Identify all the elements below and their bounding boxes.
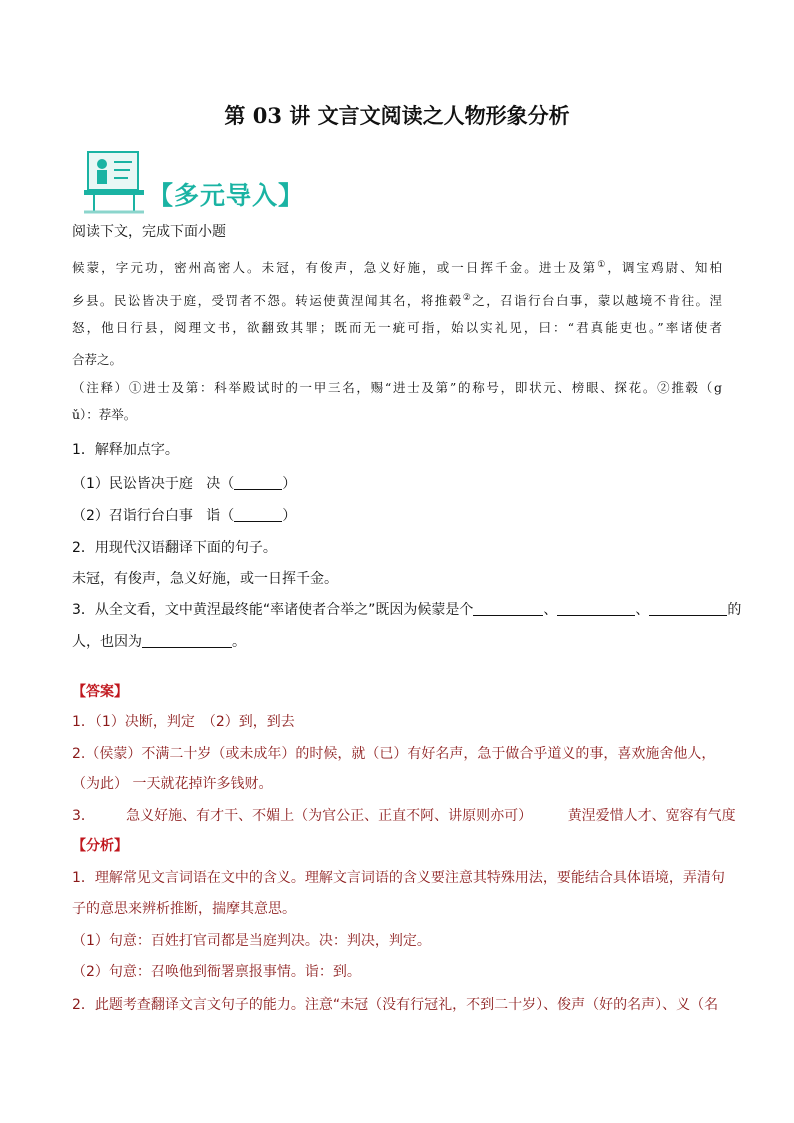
answer-blank[interactable] xyxy=(557,601,635,616)
analysis-line: 子的意思来辨析推断，揣摩其意思。 xyxy=(72,901,296,917)
section-banner-label: 【多元导入】 xyxy=(148,181,305,210)
passage-line: 合荐之。 xyxy=(72,352,123,367)
answer-3: 3． 急义好施、有才干、不媚上（为官公正、正直不阿、讲原则亦可） 黄涅爱惜人才、宽容有气度 xyxy=(72,808,736,824)
question-1a: （1）民讼皆决于庭 决（ ） xyxy=(72,476,297,492)
analysis-line: 1．理解常见文言词语在文中的含义。理解文言词语的含义要注意其特殊用法，要能结合具体语境，弄清句 xyxy=(72,870,725,886)
answer-blank[interactable] xyxy=(234,507,282,522)
question-2: 2．用现代汉语翻译下面的句子。 xyxy=(72,540,277,556)
analysis-line: 2．此题考查翻译文言文句子的能力。注意“未冠（没有行冠礼，不到二十岁）、俊声（好的名声）、义（名 xyxy=(72,997,719,1013)
question-1: 1．解释加点字。 xyxy=(72,442,179,458)
notes-line: （注释）①进士及第：科举殿试时的一甲三名，赐“进士及第”的称号，即状元、榜眼、探花。②推毂（g xyxy=(72,380,722,395)
answer-1: 1．（1）决断，判定 （2）到，到去 xyxy=(72,714,295,730)
passage-line: 乡县。民讼皆决于庭，受罚者不怨。转运使黄涅闻其名，将推毂②之，召诣行台白事，蒙以越境不肯往。涅 xyxy=(72,293,722,309)
answer-blank[interactable] xyxy=(142,633,232,648)
answer-2-line2: （为此） 一天就花掉许多钱财。 xyxy=(72,776,273,792)
answer-2: 2.（侯蒙）不满二十岁（或未成年）的时候，就（已）有好名声，急于做合乎道义的事，喜欢施舍他人， xyxy=(72,746,716,762)
passage-line: 怒，他日行县，阅理文书，欲翻致其罪；既而无一疵可指，始以实礼见，曰：“君真能吏也。”率诸使者 xyxy=(72,320,722,335)
answer-blank[interactable] xyxy=(234,475,282,490)
notes-line: ǔ）：荐举。 xyxy=(72,407,137,422)
passage-line: 候蒙，字元功，密州高密人。未冠，有俊声，急义好施，或一日挥千金。进士及第①，调宝鸡尉、知柏 xyxy=(72,260,722,276)
question-3-line2: 人，也因为 。 xyxy=(72,634,246,650)
answer-heading: 【答案】 xyxy=(72,684,128,700)
question-3: 3．从全文看，文中黄涅最终能“率诸使者合举之”既因为候蒙是个 、 、 的 xyxy=(72,602,742,618)
question-1b: （2）召诣行台白事 诣（ ） xyxy=(72,508,297,524)
answer-blank[interactable] xyxy=(473,601,543,616)
analysis-line: （2）句意：召唤他到衙署禀报事情。诣：到。 xyxy=(72,964,361,980)
intro-text: 阅读下文，完成下面小题 xyxy=(72,224,226,240)
question-2-sentence: 未冠，有俊声，急义好施，或一日挥千金。 xyxy=(72,571,338,587)
page-title: 第 03 讲 文言文阅读之人物形象分析 xyxy=(224,103,570,128)
analysis-heading: 【分析】 xyxy=(72,838,128,854)
analysis-line: （1）句意：百姓打官司都是当庭判决。决：判决，判定。 xyxy=(72,933,431,949)
answer-blank[interactable] xyxy=(649,601,727,616)
